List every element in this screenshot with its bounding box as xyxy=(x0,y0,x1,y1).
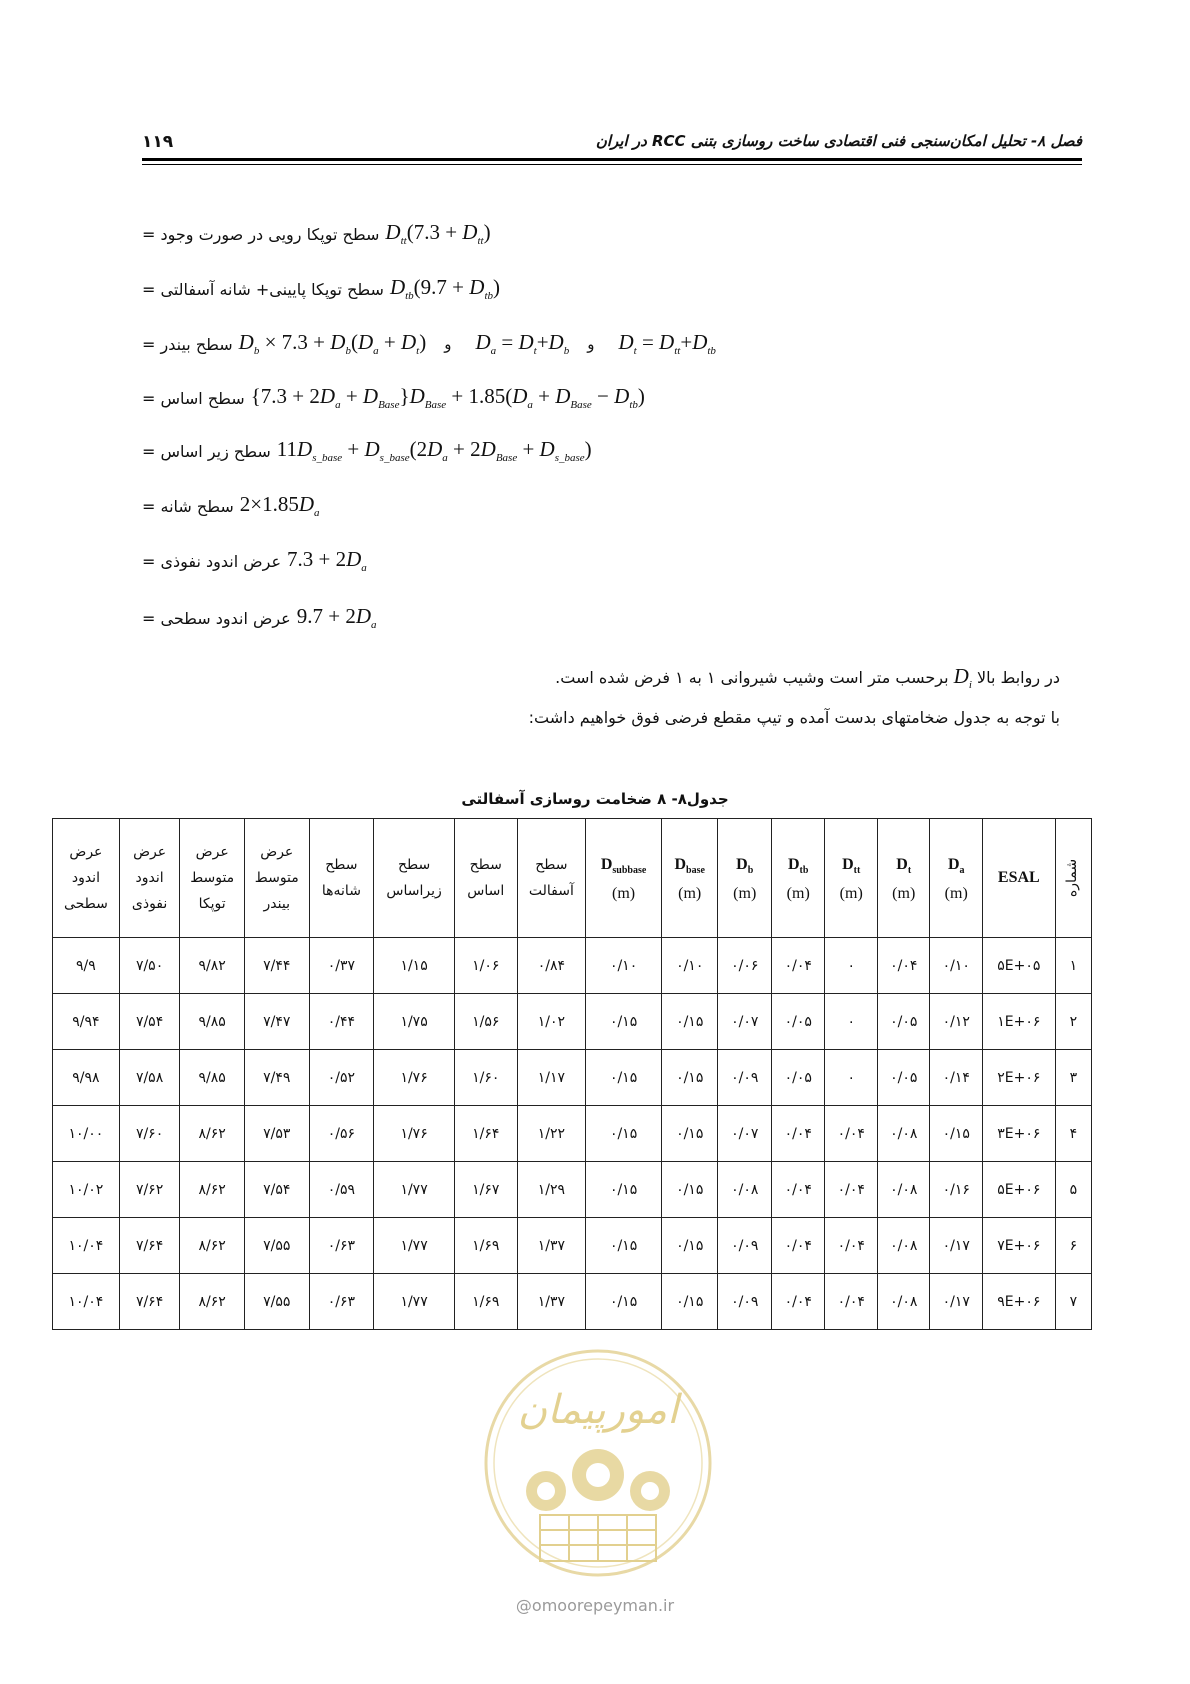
table-row xyxy=(53,938,1092,994)
pavement-thickness-table xyxy=(52,818,1092,1330)
table-cell: ۱/۷۶ xyxy=(374,1050,455,1106)
paragraph-line-2: با توجه به جدول ضخامتهای بدست آمده و تیپ مقطع فرضی فوق خواهیم داشت: xyxy=(528,708,1060,727)
col-header-esal: ESAL xyxy=(982,819,1055,938)
table-cell: ۰/۱۰ xyxy=(586,938,662,994)
table-cell: ۸/۶۲ xyxy=(180,1162,245,1218)
table-cell: ۰/۵۶ xyxy=(309,1106,374,1162)
formula-expression: $D_{tt}(7.3 + D_{tt})$ xyxy=(385,220,491,248)
paragraph-text: در روابط بالا xyxy=(976,668,1060,687)
formula-shoulder xyxy=(142,489,320,523)
di-symbol: $D_i$ xyxy=(953,664,972,692)
formula-base xyxy=(142,381,645,415)
table-cell: ۰/۱۷ xyxy=(930,1218,983,1274)
table-header-row xyxy=(53,819,1092,938)
formula-label: عرض اندود نفوذی = xyxy=(142,551,281,571)
esal-cell: ۵E+۰۵ xyxy=(982,938,1055,994)
col-header-dtt: $D_{tt}$ (m) xyxy=(825,819,878,938)
esal-cell: ۵E+۰۶ xyxy=(982,1162,1055,1218)
table-cell: ۰/۶۳ xyxy=(309,1218,374,1274)
formula-label: سطح توپکا پایینی+ شانه آسفالتی = xyxy=(142,279,384,299)
table-cell: ۰/۱۵ xyxy=(586,1218,662,1274)
table-cell: ۰/۱۵ xyxy=(586,1162,662,1218)
formula-expression: $2\times 1.85D_a$ xyxy=(239,492,320,520)
table-cell: ۷/۵۴ xyxy=(119,994,180,1050)
table-cell: ۰/۱۵ xyxy=(586,1106,662,1162)
table-cell: ۰/۱۶ xyxy=(930,1162,983,1218)
col-header-dsubbase: $D_{subbase}$ (m) xyxy=(586,819,662,938)
row-number-cell: ۳ xyxy=(1055,1050,1091,1106)
table-cell: ۰/۱۴ xyxy=(930,1050,983,1106)
table-cell: ۰/۱۵ xyxy=(661,1274,718,1330)
table-cell: ۰/۴۴ xyxy=(309,994,374,1050)
table-cell: ۷/۶۴ xyxy=(119,1274,180,1330)
col-header-da: $D_a$ (m) xyxy=(930,819,983,938)
table-cell: ۰/۱۵ xyxy=(661,1050,718,1106)
table-cell: ۷/۴۷ xyxy=(244,994,309,1050)
table-cell: ۹/۹۴ xyxy=(53,994,120,1050)
esal-cell: ۱E+۰۶ xyxy=(982,994,1055,1050)
formula-topeka-top xyxy=(142,217,491,251)
table-cell: ۰/۳۷ xyxy=(309,938,374,994)
formula-expression: $9.7 + 2D_a$ xyxy=(296,604,377,632)
conjunction: و xyxy=(587,335,595,353)
row-number-cell: ۵ xyxy=(1055,1162,1091,1218)
table-cell: ۰/۱۵ xyxy=(586,994,662,1050)
table-cell: ۰/۰۴ xyxy=(825,1106,878,1162)
table-cell: ۷/۵۸ xyxy=(119,1050,180,1106)
table-cell: ۱/۶۹ xyxy=(454,1274,517,1330)
table-cell: ۰/۱۵ xyxy=(586,1050,662,1106)
table-cell: ۱/۲۲ xyxy=(517,1106,586,1162)
formula-prime-coat xyxy=(142,544,367,578)
table-cell: ۰/۶۳ xyxy=(309,1274,374,1330)
table-cell: ۰/۰۵ xyxy=(771,1050,825,1106)
table-cell: ۰/۱۵ xyxy=(661,1218,718,1274)
table-cell: ۷/۶۴ xyxy=(119,1218,180,1274)
row-number-cell: ۶ xyxy=(1055,1218,1091,1274)
table-cell: ۰/۱۲ xyxy=(930,994,983,1050)
table-cell: ۰/۱۵ xyxy=(661,1106,718,1162)
table-cell: ۰/۰۸ xyxy=(877,1274,930,1330)
table-cell: ۰/۵۹ xyxy=(309,1162,374,1218)
table-cell: ۰/۱۷ xyxy=(930,1274,983,1330)
table-cell: ۱/۳۷ xyxy=(517,1218,586,1274)
col-header-asphalt-surface: سطح آسفالت xyxy=(517,819,586,938)
formula-label: سطح توپکا رویی در صورت وجود = xyxy=(142,224,380,244)
formula-label: سطح زیر اساس = xyxy=(142,441,271,461)
header-rule-thick xyxy=(142,158,1082,161)
chapter-title: فصل ۸- تحلیل امکان‌سنجی فنی اقتصادی ساخت روسازی بتنی RCC در ایران xyxy=(595,132,1082,150)
table-cell: ۰/۰۴ xyxy=(771,1106,825,1162)
table-cell: ۱/۵۶ xyxy=(454,994,517,1050)
table-cell: ۸/۶۲ xyxy=(180,1106,245,1162)
table-cell: ۹/۹ xyxy=(53,938,120,994)
col-header-dtb: $D_{tb}$ (m) xyxy=(771,819,825,938)
table-cell: ۰/۰۹ xyxy=(718,1050,772,1106)
table-cell: ۱/۳۷ xyxy=(517,1274,586,1330)
formula-relation-da: $D_a = D_t+D_b$ xyxy=(475,330,570,358)
table-cell: ۱۰/۰۲ xyxy=(53,1162,120,1218)
col-header-dbase: $D_{base}$ (m) xyxy=(661,819,718,938)
esal-cell: ۳E+۰۶ xyxy=(982,1106,1055,1162)
table-cell: ۰/۱۵ xyxy=(661,1162,718,1218)
table-cell: ۱۰/۰۰ xyxy=(53,1106,120,1162)
row-number-cell: ۱ xyxy=(1055,938,1091,994)
table-cell: ۰/۰۴ xyxy=(771,938,825,994)
table-cell: ۰/۰۷ xyxy=(718,1106,772,1162)
table-cell: ۰/۰۴ xyxy=(825,1274,878,1330)
table-cell: ۱/۲۹ xyxy=(517,1162,586,1218)
col-header-subbase-surface: سطح زیراساس xyxy=(374,819,455,938)
table-cell: ۰/۱۵ xyxy=(661,994,718,1050)
table-cell: ۰/۵۲ xyxy=(309,1050,374,1106)
row-number-cell: ۷ xyxy=(1055,1274,1091,1330)
esal-cell: ۹E+۰۶ xyxy=(982,1274,1055,1330)
table-cell: ۷/۵۳ xyxy=(244,1106,309,1162)
table-cell: ۱۰/۰۴ xyxy=(53,1218,120,1274)
table-cell: ۱/۶۴ xyxy=(454,1106,517,1162)
formula-topeka-bottom xyxy=(142,272,500,306)
table-cell: ۷/۵۰ xyxy=(119,938,180,994)
watermark-brand-text: امورپیمان xyxy=(517,1387,679,1433)
table-cell: ۰/۰۵ xyxy=(877,994,930,1050)
table-cell: ۹/۹۸ xyxy=(53,1050,120,1106)
table-cell: ۰/۱۰ xyxy=(930,938,983,994)
watermark-url: @omoorepeyman.ir xyxy=(515,1596,675,1615)
table-cell: ۹/۸۲ xyxy=(180,938,245,994)
table-row xyxy=(53,1050,1092,1106)
table-row xyxy=(53,1218,1092,1274)
formula-label: سطح بیندر = xyxy=(142,334,233,354)
table-cell: ۷/۴۹ xyxy=(244,1050,309,1106)
table-row xyxy=(53,994,1092,1050)
row-number-cell: ۴ xyxy=(1055,1106,1091,1162)
table-cell: ۰/۰۴ xyxy=(771,1162,825,1218)
table-cell: ۰/۰۵ xyxy=(877,1050,930,1106)
table-cell: ۱/۷۷ xyxy=(374,1274,455,1330)
table-cell: ۱/۰۶ xyxy=(454,938,517,994)
page-number: ۱۱۹ xyxy=(142,132,174,152)
table-cell: ۹/۸۵ xyxy=(180,994,245,1050)
table-cell: ۱/۷۶ xyxy=(374,1106,455,1162)
table-cell: ۰/۰۸ xyxy=(877,1162,930,1218)
table-cell: ۹/۸۵ xyxy=(180,1050,245,1106)
table-cell: ۱/۶۹ xyxy=(454,1218,517,1274)
col-header-number: شماره xyxy=(1055,819,1091,938)
col-header-base-surface: سطح اساس xyxy=(454,819,517,938)
table-cell: ۸/۶۲ xyxy=(180,1274,245,1330)
table-cell: ۰ xyxy=(825,1050,878,1106)
table-cell: ۱/۶۰ xyxy=(454,1050,517,1106)
col-header-dt: $D_t$ (m) xyxy=(877,819,930,938)
col-header-binder-width: عرض متوسط بیندر xyxy=(244,819,309,938)
table-row xyxy=(53,1162,1092,1218)
formula-expression: $D_{tb}(9.7 + D_{tb})$ xyxy=(389,275,500,303)
watermark-logo xyxy=(480,1345,716,1581)
table-cell: ۷/۵۵ xyxy=(244,1274,309,1330)
table-cell: ۰/۱۵ xyxy=(586,1274,662,1330)
table-cell: ۱/۱۵ xyxy=(374,938,455,994)
table-cell: ۰/۰۴ xyxy=(825,1162,878,1218)
table-row xyxy=(53,1106,1092,1162)
table-cell: ۰/۰۷ xyxy=(718,994,772,1050)
formula-tack-coat xyxy=(142,601,377,635)
table-cell: ۱/۷۷ xyxy=(374,1218,455,1274)
table-body xyxy=(53,938,1092,1330)
table-cell: ۱/۰۲ xyxy=(517,994,586,1050)
conjunction: و xyxy=(444,335,452,353)
table-cell: ۰/۰۹ xyxy=(718,1274,772,1330)
formula-label: سطح اساس = xyxy=(142,388,245,408)
formula-binder xyxy=(142,327,716,361)
table-cell: ۰/۰۶ xyxy=(718,938,772,994)
formula-label: سطح شانه = xyxy=(142,496,234,516)
table-cell: ۱/۶۷ xyxy=(454,1162,517,1218)
table-cell: ۸/۶۲ xyxy=(180,1218,245,1274)
col-header-db: $D_b$ (m) xyxy=(718,819,772,938)
formula-expression: $11D_{s\_base} + D_{s\_base}(2D_a + 2D_{Base} + D_{s\_base})$ xyxy=(276,437,592,465)
table-cell: ۱۰/۰۴ xyxy=(53,1274,120,1330)
table-cell: ۰/۰۴ xyxy=(771,1274,825,1330)
table-cell: ۷/۶۲ xyxy=(119,1162,180,1218)
table-cell: ۷/۴۴ xyxy=(244,938,309,994)
table-cell: ۱/۷۵ xyxy=(374,994,455,1050)
paragraph-line-1 xyxy=(160,664,1060,697)
formula-expression: $D_b \times 7.3 + D_b(D_a + D_t)$ xyxy=(238,330,427,358)
table-caption: جدول۸- ۸ ضخامت روسازی آسفالتی xyxy=(461,790,729,808)
col-header-prime-width: عرض اندود نفوذی xyxy=(119,819,180,938)
table-cell: ۰/۸۴ xyxy=(517,938,586,994)
table-cell: ۰ xyxy=(825,994,878,1050)
table-cell: ۷/۵۴ xyxy=(244,1162,309,1218)
row-number-cell: ۲ xyxy=(1055,994,1091,1050)
table-cell: ۰/۰۴ xyxy=(825,1218,878,1274)
col-header-tack-width: عرض اندود سطحی xyxy=(53,819,120,938)
table-cell: ۰/۰۸ xyxy=(718,1162,772,1218)
table-cell: ۱/۷۷ xyxy=(374,1162,455,1218)
table-cell: ۰/۰۸ xyxy=(877,1218,930,1274)
table-cell: ۰/۰۴ xyxy=(771,1218,825,1274)
table-cell: ۷/۵۵ xyxy=(244,1218,309,1274)
table-cell: ۰/۰۴ xyxy=(877,938,930,994)
table-cell: ۰/۱۰ xyxy=(661,938,718,994)
table-cell: ۰ xyxy=(825,938,878,994)
table-cell: ۰/۰۵ xyxy=(771,994,825,1050)
col-header-topeka-width: عرض متوسط توپکا xyxy=(180,819,245,938)
formula-expression: $\{7.3 + 2D_a + D_{Base}\}D_{Base} + 1.85(D_a + D_{Base} - D_{tb})$ xyxy=(250,384,645,412)
table-row xyxy=(53,1274,1092,1330)
esal-cell: ۲E+۰۶ xyxy=(982,1050,1055,1106)
header-rule-thin xyxy=(142,164,1082,165)
paragraph-text: برحسب متر است وشیب شیروانی ۱ به ۱ فرض شده است. xyxy=(555,668,949,687)
table-cell: ۱/۱۷ xyxy=(517,1050,586,1106)
formula-label: عرض اندود سطحی = xyxy=(142,608,291,628)
col-header-shoulders-surface: سطح شانه‌ها xyxy=(309,819,374,938)
esal-cell: ۷E+۰۶ xyxy=(982,1218,1055,1274)
table-cell: ۰/۰۹ xyxy=(718,1218,772,1274)
formula-expression: $7.3 + 2D_a$ xyxy=(287,547,367,575)
formula-subbase xyxy=(142,434,592,468)
formula-relation-dt: $D_t = D_{tt}+D_{tb}$ xyxy=(618,330,716,358)
table-cell: ۷/۶۰ xyxy=(119,1106,180,1162)
table-cell: ۰/۱۵ xyxy=(930,1106,983,1162)
page-header xyxy=(142,128,1082,162)
table-cell: ۰/۰۸ xyxy=(877,1106,930,1162)
